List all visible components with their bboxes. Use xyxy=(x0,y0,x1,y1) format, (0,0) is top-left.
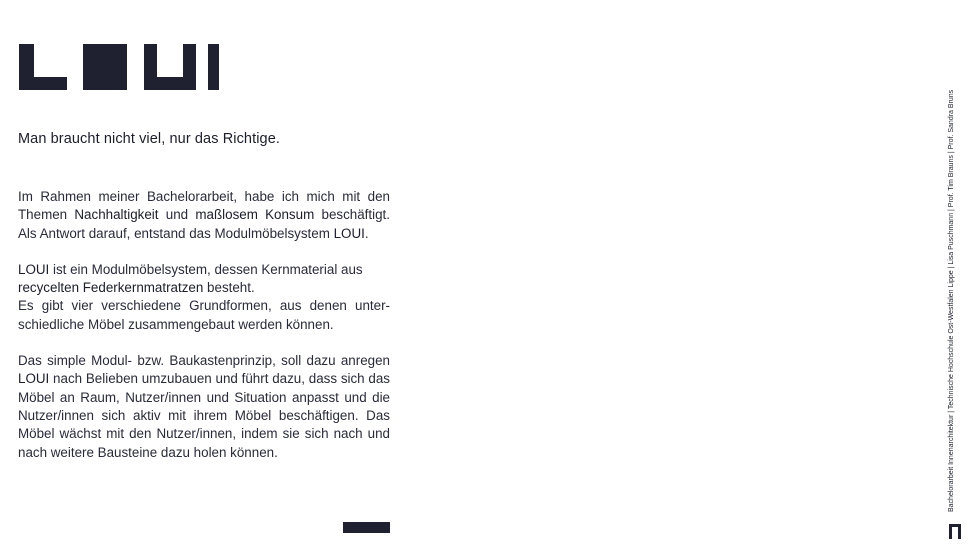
side-mark-right xyxy=(958,524,961,539)
intro-text: und xyxy=(158,207,196,223)
principle-text: nach Belieben umzubauen und führt dazu, dass sich das Möbel an Raum, Nutzer/innen und Situation anpasst und die Nutzer/innen sich aktiv mit ihrem Möbel beschäftigen. Das Möbel wächst mit den Nutzer/innen, indem sie sich nach und nach weitere Bausteine dazu holen können. xyxy=(18,371,390,460)
logo-o-block xyxy=(83,44,127,90)
paragraph-principle xyxy=(18,352,390,462)
highlight-loui: LOUI xyxy=(333,225,365,241)
side-logo-mark xyxy=(949,524,961,539)
highlight-federkern: recycelten Federkernmatratzen xyxy=(18,280,204,296)
material-text: Es gibt vier verschiedene Grundformen, aus denen unterschiedliche Möbel zusammengebaut werden können. xyxy=(18,298,390,332)
principle-text: Das simple Modul- bzw. Baukastenprinzip, soll dazu anregen xyxy=(18,353,390,369)
logo-i-stem xyxy=(208,44,219,90)
highlight-konsum: maßlosem Konsum xyxy=(195,207,315,223)
logo-l-base xyxy=(19,77,67,90)
logo-u-base xyxy=(144,77,196,90)
side-credits: Bachelorarbeit Innenarchitektur | Technische Hochschule Ost-Westfalen Lippe | Lisa Puschmann | Prof. Tim Brauns | Prof. Sandra Bruns xyxy=(948,89,955,512)
loui-logo xyxy=(19,44,219,90)
paragraph-material xyxy=(18,261,390,334)
intro-text: Im Rahmen meiner Bachelorarbeit, habe ich mich mit den Themen xyxy=(18,189,390,223)
body-text xyxy=(18,188,390,480)
highlight-loui: LOUI xyxy=(18,371,50,387)
highlight-loui: LOUI xyxy=(18,261,50,277)
intro-text: beschäftigt. Als Antwort darauf, entstand das Modulmöbelsystem xyxy=(18,207,390,241)
footer-bar xyxy=(343,522,390,533)
paragraph-intro xyxy=(18,188,390,243)
intro-text: . xyxy=(364,225,369,241)
material-text: ist ein Modulmöbelsystem, dessen Kernmaterial aus xyxy=(49,261,363,277)
material-text: besteht. xyxy=(203,280,255,296)
side-mark-left xyxy=(949,524,952,539)
highlight-nachhaltigkeit: Nachhaltigkeit xyxy=(74,207,159,223)
tagline: Man braucht nicht viel, nur das Richtige. xyxy=(18,131,281,147)
